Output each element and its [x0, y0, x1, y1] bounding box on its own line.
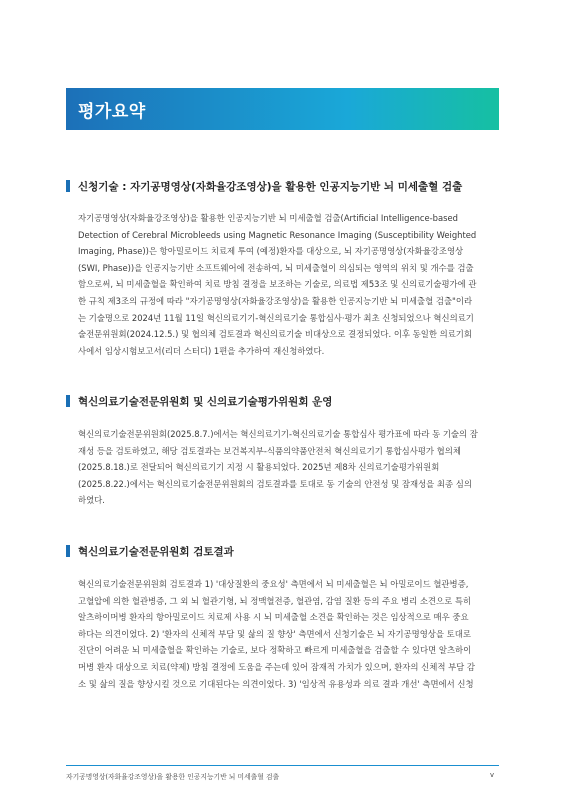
text-line: 재성 등을 검토하였고, 해당 검토결과는 보건복지부-식품의약품안전처 혁신의료기기 통합심사평가 협의체	[78, 445, 461, 456]
footer-divider	[66, 765, 499, 766]
page-number: v	[490, 771, 495, 779]
heading-bar-icon	[66, 180, 70, 192]
text-line: Detection of Cerebral Microbleeds using Magnetic Resonance Imaging (Susceptibility Weighted	[78, 229, 477, 240]
text-line: (2025.8.18.)로 전달되어 혁신의료기기 지정 시 활용되었다. 2025년 제8차 신의료기술평가위원회	[78, 462, 440, 473]
text-line: 알츠하이머병 환자의 항아밀로이드 치료제 사용 시 뇌 미세출혈 소견을 확인하는 것은 임상적으로 매우 중요	[78, 612, 469, 623]
section-heading-application	[66, 179, 462, 194]
footer-title: 자기공명영상(자화율강조영상)을 활용한 인공지능기반 뇌 미세출혈 검출	[66, 773, 280, 781]
text-line: 한 규칙 제3조의 규정에 따라 "자기공명영상(자화율강조영상)을 활용한 인공지능기반 뇌 미세출혈 검출"이라	[78, 295, 473, 306]
text-line: 소 및 삶의 질을 향상시킬 것으로 기대된다는 의견이었다. 3) '임상적 유용성과 의료 결과 개선' 측면에서 신청	[78, 678, 474, 689]
text-line: (2025.8.22.)에서는 혁신의료기술전문위원회의 검토결과를 토대로 동 기술의 안전성 및 잠재성을 최종 심의	[78, 478, 472, 489]
text-line: 술전문위원회(2024.12.5.) 및 협의체 검토결과 혁신의료기술 비대상으로 결정되었다. 이후 동일한 의료기회	[78, 329, 472, 340]
heading-bar-icon	[66, 395, 70, 407]
section-body-review	[78, 576, 498, 692]
page-title: 평가요약	[78, 102, 146, 122]
text-line: 자기공명영상(자화율강조영상)을 활용한 인공지능기반 뇌 미세출혈 검출(Artificial Intelligence-based	[78, 213, 458, 223]
section-body-application	[78, 210, 498, 359]
text-line: 고혈압에 의한 혈관병증, 그 외 뇌 혈관기형, 뇌 정맥혈전증, 혈관염, 감염 질환 등의 주요 병리 소견으로 특히	[78, 595, 472, 606]
text-line: (SWI, Phase))을 인공지능기반 소프트웨어에 전송하여, 뇌 미세출혈이 의심되는 영역의 위치 및 개수를 검출	[78, 262, 474, 273]
heading-bar-icon	[66, 545, 70, 557]
section-heading-text: 혁신의료기술전문위원회 검토결과	[78, 546, 234, 558]
section-heading-review	[66, 544, 234, 559]
section-heading-text: 신청기술 : 자기공명영상(자화율강조영상)을 활용한 인공지능기반 뇌 미세출혈 검출	[78, 181, 463, 193]
text-line: 사에서 임상시험보고서(리더 스터디) 1편을 추가하여 재신청하였다.	[78, 345, 325, 356]
text-line: 혁신의료기술전문위원회 검토결과 1) '대상질환의 중요성' 측면에서 뇌 미세출혈은 뇌 아밀로이드 혈관병증,	[78, 579, 469, 589]
text-line: 하였다.	[78, 495, 105, 506]
section-heading-text: 혁신의료기술전문위원회 및 신의료기술평가위원회 운영	[78, 396, 333, 408]
text-line: Imaging, Phase))은 항아밀로이드 치료제 투여 (예정)환자를 대상으로, 뇌 자기공명영상(자화율강조영상	[78, 246, 464, 257]
text-line: 머병 환자 대상으로 치료(약제) 방침 결정에 도움을 주는데 있어 잠재적 가치가 있으며, 환자의 신체적 부담 감	[78, 661, 476, 672]
section-heading-committee	[66, 394, 332, 409]
title-banner	[66, 88, 499, 130]
text-line: 함으로써, 뇌 미세출혈을 확인하여 치료 방침 결정을 보조하는 기술로, 의료법 제53조 및 신의료기술평가에 관	[78, 279, 477, 290]
text-line: 는 기술명으로 2024년 11월 11일 혁신의료기기-혁신의료기술 통합심사·평가 최초 신청되었으나 혁신의료기	[78, 312, 474, 323]
text-line: 하다는 의견이었다. 2) '환자의 신체적 부담 및 삶의 질 향상' 측면에서 신청기술은 뇌 자기공명영상을 토대로	[78, 628, 471, 639]
section-body-committee	[78, 426, 498, 509]
text-line: 혁신의료기술전문위원회(2025.8.7.)에서는 혁신의료기기-혁신의료기술 통합심사 평가표에 따라 동 기술의 잠	[78, 429, 478, 439]
text-line: 진단이 어려운 뇌 미세출혈을 확인하는 기술로, 보다 정확하고 빠르게 미세출혈을 검출할 수 있다면 알츠하이	[78, 645, 472, 656]
